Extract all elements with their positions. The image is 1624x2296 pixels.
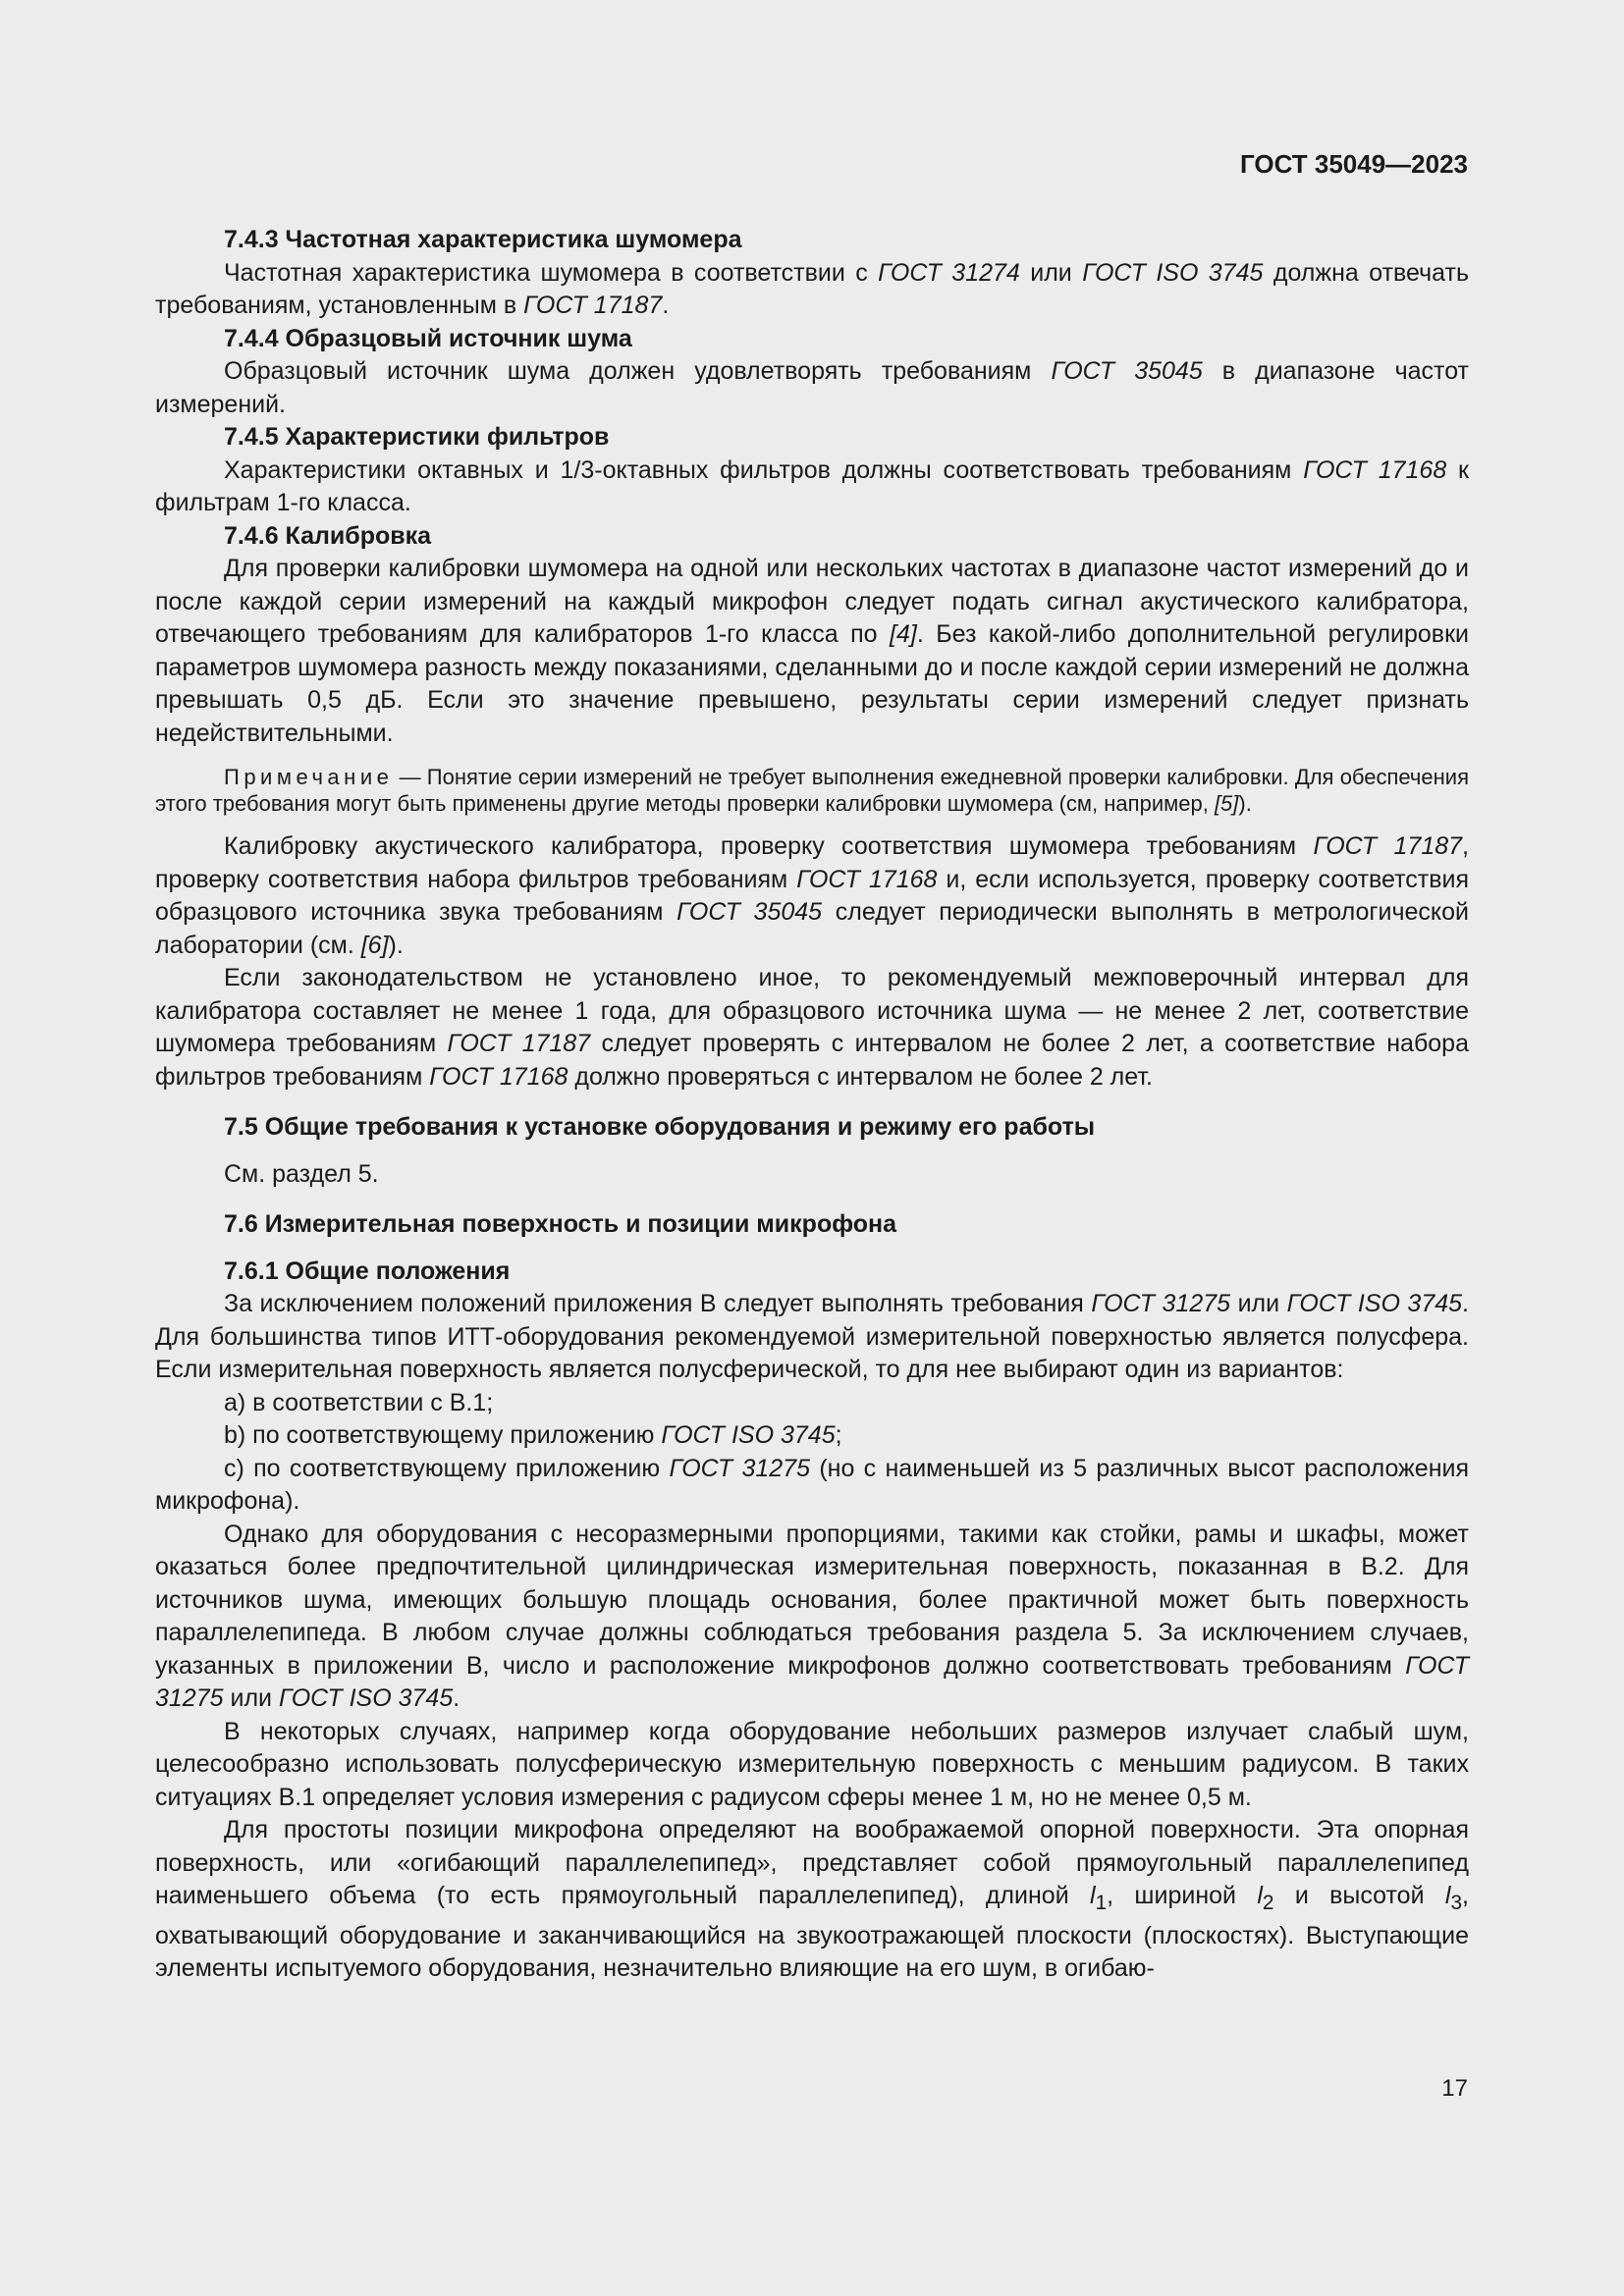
heading-7-4-6: 7.4.6 Калибровка (224, 521, 432, 550)
paragraph-7-4-6-b: Калибровку акустического калибратора, проверку соответствия шумомера требованиям ГОСТ 17187, проверку соответствия набора фильтров требованиям ГОСТ 17168 и, если используется, проверку соответствия образцового источника звука требованиям ГОСТ 35045 следует периодически выполнять в метрологической лаборатории (см. [6]). (155, 832, 1470, 959)
list-item: b) по соответствующему приложению ГОСТ ISO 3745; (224, 1421, 842, 1449)
paragraph-7-6-1-d: Для простоты позиции микрофона определяют на воображаемой опорной поверхности. Эта опорная поверхность, или «огибающий параллелепипед», представляет собой прямоугольный параллелепипед наименьшего объема (то есть прямоугольный параллелепипед), длиной $l_1$, шириной $l_2$ и высотой $l_3$, охватывающий оборудование и заканчивающийся на звукоотражающей плоскости (плоскостях). Выступающие элементы испытуемого оборудования, незначительно влияющие на его шум, в огибаю- (155, 1816, 1469, 1982)
heading-7-4-3: 7.4.3 Частотная характеристика шумомера (224, 226, 742, 253)
list-item: с) по соответствующему приложению ГОСТ 31275 (но с наименьшей из 5 различных высот расположения микрофона). (155, 1454, 1469, 1515)
reference-link: ГОСТ ISO 3745 (1286, 1290, 1463, 1317)
paragraph-7-4-4: Образцовый источник шума должен удовлетворять требованиям ГОСТ 35045 в диапазоне частот измерений. (155, 357, 1470, 418)
page-header: ГОСТ 35049—2023 (1240, 149, 1468, 179)
paragraph-7-4-6-a: Для проверки калибровки шумомера на одной или нескольких частотах в диапазоне частот измерений до и после каждой серии измерений на каждый микрофон следует подать сигнал акустического калибратора, отвечающего требованиям для калибраторов 1-го класса по [4]. Без какой-либо дополнительной регулировки параметров шумомера разность между показаниями, сделанными до и после каждой серии измерений не должна превышать 0,5 дБ. Если это значение превышено, результаты серии измерений следует признать недействительными. (155, 555, 1469, 747)
reference-link: [5] (1214, 791, 1239, 816)
paragraph-7-5: См. раздел 5. (224, 1159, 379, 1188)
reference-link: [6] (360, 931, 389, 959)
math-symbol: l (1257, 1882, 1263, 1909)
page-number: 17 (1441, 2075, 1468, 2102)
reference-link: [4] (890, 620, 917, 648)
note-7-4-6: Примечание — Понятие серии измерений не требует выполнения ежедневной проверки калибровки. Для обеспечения этого требования могут быть применены другие методы проверки калибровки шумомера (см, например, [5]). (155, 765, 1469, 816)
list-item: а) в соответствии с В.1; (224, 1388, 494, 1416)
paragraph-7-4-6-c: Если законодательством не установлено иное, то рекомендуемый межповерочный интервал для калибратора составляет не менее 1 года, для образцового источника шума — не менее 2 лет, соответствие шумомера требованиям ГОСТ 17187 следует проверять с интервалом не более 2 лет, а соответствие набора фильтров требованиям ГОСТ 17168 должно проверяться с интервалом не более 2 лет. (155, 964, 1469, 1091)
math-subscript: 1 (1095, 1892, 1108, 1914)
heading-7-4-5: 7.4.5 Характеристики фильтров (224, 423, 610, 451)
paragraph-7-4-3: Частотная характеристика шумомера в соответствии с ГОСТ 31274 или ГОСТ ISO 3745 должна отвечать требованиям, установленным в ГОСТ 17187. (155, 258, 1469, 319)
reference-link: ГОСТ 17187 (447, 1030, 591, 1057)
reference-link: ГОСТ 17168 (796, 865, 938, 893)
heading-7-6-1: 7.6.1 Общие положения (224, 1256, 511, 1285)
math-subscript: 2 (1262, 1892, 1274, 1914)
reference-link: ГОСТ ISO 3745 (661, 1421, 836, 1449)
heading-7-6: 7.6 Измерительная поверхность и позиции микрофона (224, 1210, 897, 1238)
reference-link: ГОСТ 17187 (1313, 832, 1463, 860)
reference-link: ГОСТ ISO 3745 (278, 1684, 454, 1712)
paragraph-7-4-5: Характеристики октавных и 1/3-октавных фильтров должны соответствовать требованиям ГОСТ 17168 к фильтрам 1-го класса. (155, 455, 1469, 516)
paragraph-7-6-1-a: За исключением положений приложения В следует выполнять требования ГОСТ 31275 или ГОСТ ISO 3745. Для большинства типов ИТТ-оборудования рекомендуемой измерительной поверхностью является полусфера. Если измерительная поверхность является полусферической, то для нее выбирают один из вариантов: (155, 1290, 1469, 1383)
reference-link: ГОСТ 31275 (155, 1651, 1469, 1712)
math-symbol: l (1090, 1882, 1096, 1909)
reference-link: ГОСТ 35045 (677, 898, 823, 926)
reference-link: ГОСТ ISO 3745 (1082, 258, 1264, 287)
reference-link: ГОСТ 17187 (523, 292, 663, 319)
paragraph-7-6-1-c: В некоторых случаях, например когда оборудование небольших размеров излучает слабый шум, целесообразно использовать полусферическую измерительную поверхность с меньшим радиусом. В таких ситуациях В.1 определяет условия измерения с радиусом сферы менее 1 м, но не менее 0,5 м. (155, 1717, 1469, 1811)
reference-link: ГОСТ 17168 (1303, 455, 1447, 484)
math-subscript: 3 (1450, 1892, 1463, 1914)
reference-link: ГОСТ 31275 (669, 1454, 810, 1482)
reference-link: ГОСТ 35045 (1051, 357, 1203, 385)
heading-7-4-4: 7.4.4 Образцовый источник шума (224, 324, 632, 352)
reference-link: ГОСТ 17168 (429, 1062, 568, 1091)
reference-link: ГОСТ 31274 (878, 258, 1020, 287)
reference-link: ГОСТ 31275 (1091, 1290, 1231, 1317)
heading-7-5: 7.5 Общие требования к установке оборудования и режиму его работы (224, 1113, 1096, 1141)
math-symbol: l (1444, 1882, 1451, 1909)
page-content (155, 224, 1469, 1986)
note-label: Примечание (224, 765, 394, 789)
paragraph-7-6-1-b: Однако для оборудования с несоразмерными пропорциями, такими как стойки, рамы и шкафы, может оказаться более предпочтительной цилиндрическая измерительная поверхность, показанная в В.2. Для источников шума, имеющих большую площадь основания, более практичной может быть поверхность параллелепипеда. В любом случае должны соблюдаться требования раздела 5. За исключением случаев, указанных в приложении В, число и расположение микрофонов должно соответствовать требованиям ГОСТ 31275 или ГОСТ ISO 3745. (155, 1520, 1469, 1712)
